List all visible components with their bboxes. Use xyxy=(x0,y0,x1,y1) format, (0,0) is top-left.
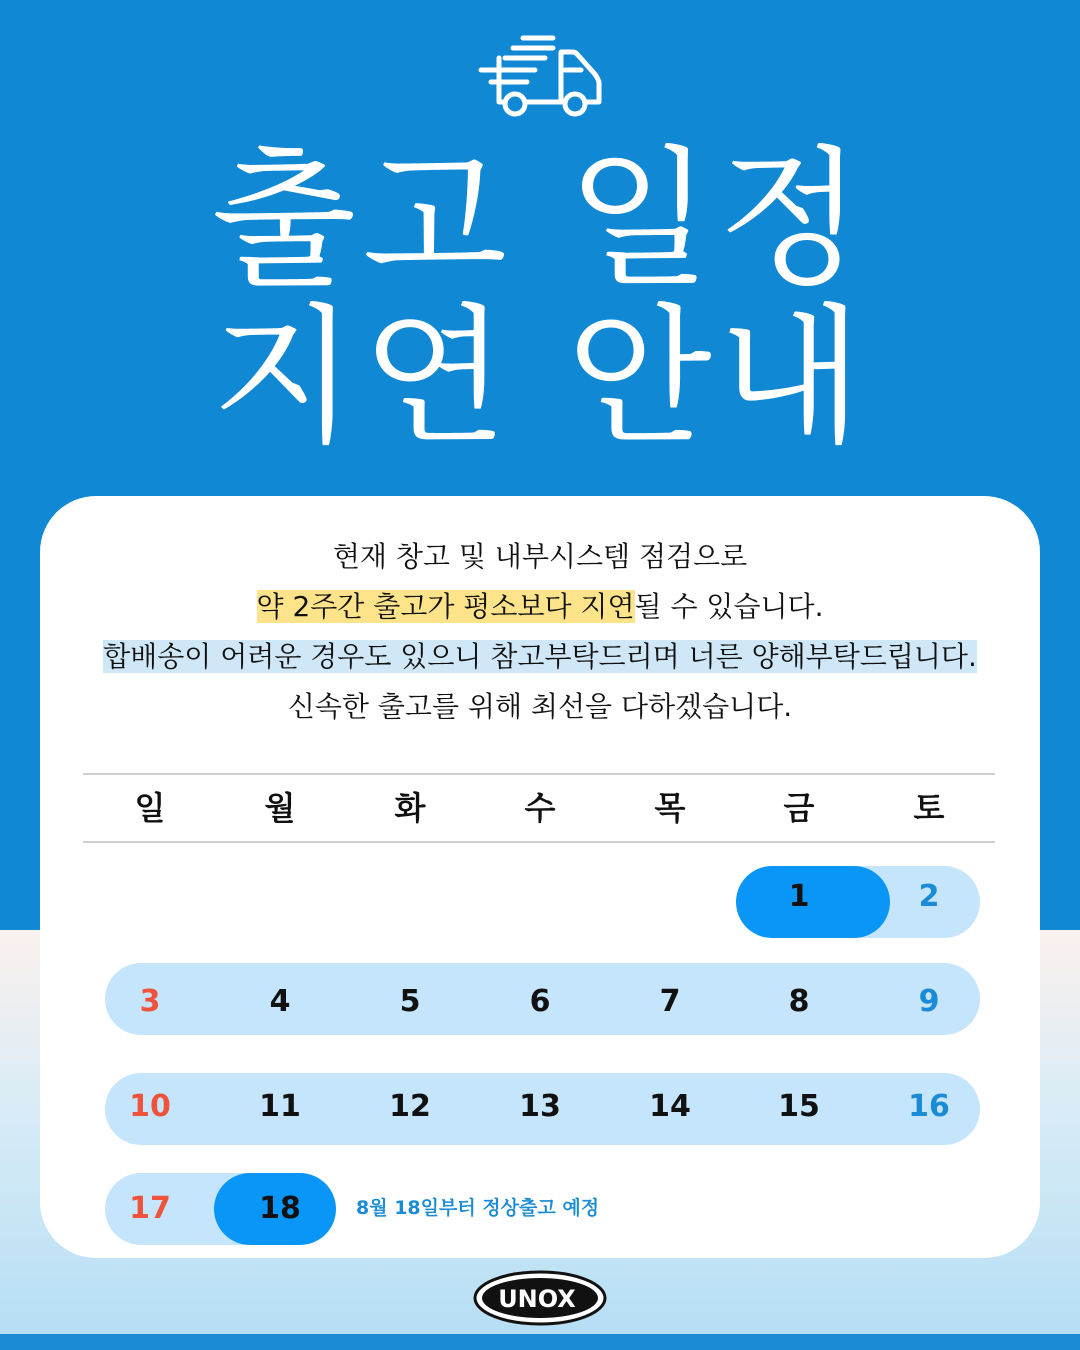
unox-logo xyxy=(473,1270,607,1326)
day-13[interactable]: 13 xyxy=(519,1089,561,1124)
notice-line4: 신속한 출고를 위해 최선을 다하겠습니다. xyxy=(287,690,793,723)
calendar-weekday-header xyxy=(83,773,995,843)
day-2[interactable]: 2 xyxy=(918,879,940,914)
resume-note: 8월 18일부터 정상출고 예정 xyxy=(356,1197,600,1219)
notice-line1: 현재 창고 및 내부시스템 점검으로 xyxy=(332,540,748,573)
day-8[interactable]: 8 xyxy=(788,984,810,1019)
day-4[interactable]: 4 xyxy=(269,984,291,1019)
unox-logo-text: UNOX xyxy=(498,1285,576,1313)
weekday-wed: 수 xyxy=(524,789,556,827)
notice-line2-rest: 될 수 있습니다. xyxy=(634,590,824,623)
weekday-thu: 목 xyxy=(654,789,686,827)
day-5[interactable]: 5 xyxy=(399,984,421,1019)
notice-highlight-combined-shipping: 합배송이 어려운 경우도 있으니 참고부탁드리며 너른 양해부탁드립니다. xyxy=(103,640,977,673)
day-16[interactable]: 16 xyxy=(908,1089,950,1124)
bottom-bar xyxy=(0,1334,1080,1350)
notice-card xyxy=(40,496,1040,1258)
weekday-tue: 화 xyxy=(394,789,426,827)
weekday-mon: 월 xyxy=(264,789,296,827)
day-7[interactable]: 7 xyxy=(659,984,681,1019)
notice-line2 xyxy=(40,582,1040,632)
page-title-line2: 지연 안내 xyxy=(211,291,869,465)
notice-line3 xyxy=(40,632,1040,682)
day-15[interactable]: 15 xyxy=(778,1089,820,1124)
weekday-sat: 토 xyxy=(913,789,945,827)
day-18[interactable]: 18 xyxy=(259,1191,301,1226)
day-14[interactable]: 14 xyxy=(649,1089,691,1124)
day-9[interactable]: 9 xyxy=(918,984,940,1019)
weekday-sun: 일 xyxy=(134,789,166,827)
day-6[interactable]: 6 xyxy=(529,984,551,1019)
day-11[interactable]: 11 xyxy=(259,1089,301,1124)
day-3[interactable]: 3 xyxy=(139,984,161,1019)
delivery-truck-icon xyxy=(475,30,610,120)
notice-text xyxy=(40,532,1040,732)
notice-highlight-delay: 약 2주간 출고가 평소보다 지연 xyxy=(256,590,635,623)
day-12[interactable]: 12 xyxy=(389,1089,431,1124)
day-1[interactable]: 1 xyxy=(788,879,810,914)
weekday-fri: 금 xyxy=(783,789,815,827)
day-10[interactable]: 10 xyxy=(129,1089,171,1124)
page-title-line1: 출고 일정 xyxy=(211,133,869,307)
day-17[interactable]: 17 xyxy=(129,1191,171,1226)
